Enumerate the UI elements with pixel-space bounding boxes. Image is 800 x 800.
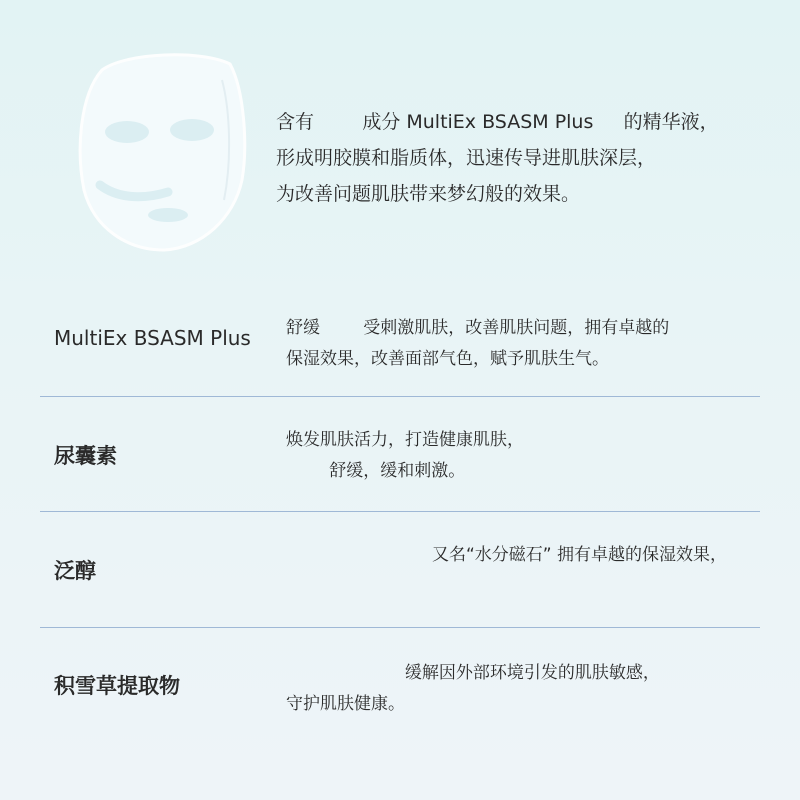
ingredient-name: 积雪草提取物 [54, 674, 180, 698]
intro-paragraph [276, 104, 719, 212]
ingredient-description [286, 658, 660, 720]
description-line: 焕发肌肤活力，打造健康肌肤， [286, 430, 524, 450]
description-line: 舒缓，缓和刺激。 [286, 461, 466, 481]
description-line: 舒缓 受刺激肌肤，改善肌肤问题，拥有卓越的 [286, 318, 670, 338]
intro-line: 为改善问题肌肤带来梦幻般的效果。 [276, 183, 581, 205]
face-mask-icon [72, 50, 252, 255]
ingredient-name: MultiEx BSASM Plus [54, 326, 251, 350]
ingredient-name: 尿囊素 [54, 444, 117, 468]
row-divider [40, 511, 760, 512]
description-line: 守护肌肤健康。 [286, 694, 405, 714]
row-divider [40, 396, 760, 397]
ingredient-description [432, 540, 727, 571]
ingredient-description [286, 313, 669, 375]
intro-line: 含有 成分 MultiEx BSASM Plus 的精华液， [276, 111, 719, 133]
ingredient-name: 泛醇 [54, 559, 96, 583]
description-line: 又名“水分磁石” 拥有卓越的保湿效果， [432, 545, 728, 565]
description-line: 缓解因外部环境引发的肌肤敏感， [286, 663, 660, 683]
ingredient-description [286, 425, 524, 487]
row-divider [40, 627, 760, 628]
intro-line: 形成明胶膜和脂质体，迅速传导进肌肤深层， [276, 147, 657, 169]
description-line: 保湿效果，改善面部气色，赋予肌肤生气。 [286, 349, 609, 369]
